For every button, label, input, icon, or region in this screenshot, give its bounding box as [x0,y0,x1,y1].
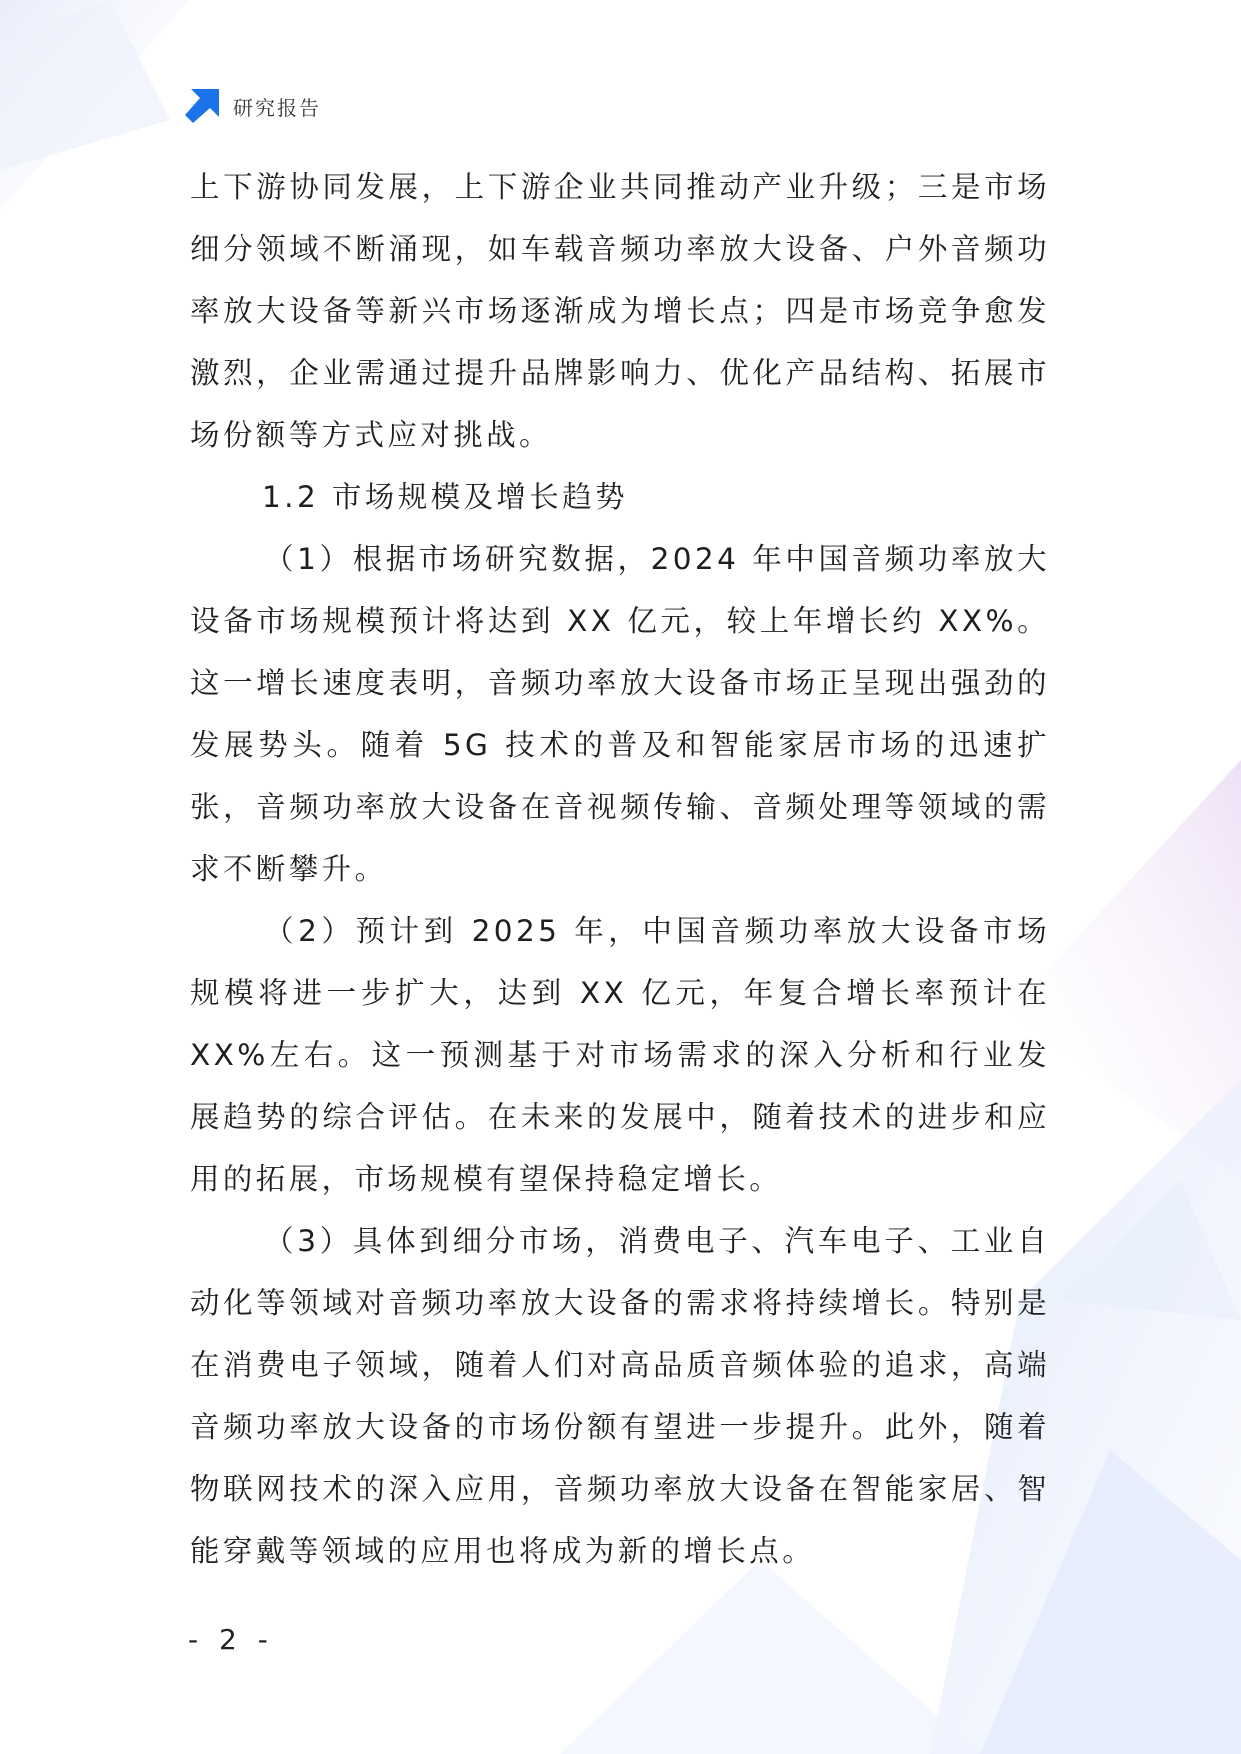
arrow-up-right-icon [185,89,219,123]
header-title: 研究报告 [233,95,321,120]
body-paragraph: （3）具体到细分市场，消费电子、汽车电子、工业自动化等领域对音频功率放大设备的需求将持续增长。特别是在消费电子领域，随着人们对高品质音频体验的追求，高端音频功率放大设备的市场份额有望进一步提升。此外，随着物联网技术的深入应用，音频功率放大设备在智能家居、智能穿戴等领域的应用也将成为新的增长点。 [190,1224,1050,1568]
body-paragraph: （2）预计到 2025 年，中国音频功率放大设备市场规模将进一步扩大，达到 XX 亿元，年复合增长率预计在 XX%左右。这一预测基于对市场需求的深入分析和行业发展趋势的综合评估。在未来的发展中，随着技术的进步和应用的拓展，市场规模有望保持稳定增长。 [190,914,1050,1196]
body-paragraph: （1）根据市场研究数据，2024 年中国音频功率放大设备市场规模预计将达到 XX 亿元，较上年增长约 XX%。这一增长速度表明，音频功率放大设备市场正呈现出强劲的发展势头。随着 5G 技术的普及和智能家居市场的迅速扩张，音频功率放大设备在音视频传输、音频处理等领域的需求不断攀升。 [190,542,1050,886]
document-body [190,156,1050,1582]
section-heading: 1.2 市场规模及增长趋势 [262,480,628,514]
body-paragraph: 上下游协同发展，上下游企业共同推动产业升级；三是市场细分领域不断涌现，如车载音频功率放大设备、户外音频功率放大设备等新兴市场逐渐成为增长点；四是市场竞争愈发激烈，企业需通过提升品牌影响力、优化产品结构、拓展市场份额等方式应对挑战。 [190,170,1050,452]
document-header [185,88,321,124]
page-number: - 2 - [188,1623,274,1656]
